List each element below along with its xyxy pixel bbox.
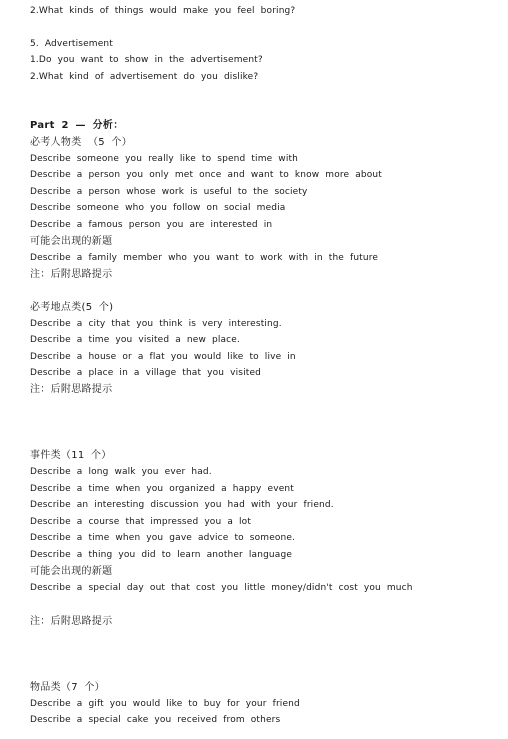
question-line: 1.Do you want to show in the advertisement?	[30, 55, 263, 65]
topic-item: Describe a famous person you are interested in	[30, 220, 273, 230]
category-title: 必考人物类 （5 个）	[30, 137, 133, 148]
topic-item: Describe a family member who you want to work with in the future	[30, 253, 379, 263]
topic-item: Describe an interesting discussion you had with your friend.	[30, 500, 334, 510]
note-line: 注：后附思路提示	[30, 384, 113, 395]
topic-item: Describe a thing you did to learn another language	[30, 550, 293, 560]
section-title: 5. Advertisement	[30, 39, 113, 49]
topic-item: Describe a course that impressed you a lot	[30, 517, 251, 527]
topic-item: Describe a person whose work is useful to the society	[30, 187, 308, 197]
topic-item: Describe a special cake you received from others	[30, 715, 281, 725]
topic-item: Describe a place in a village that you visited	[30, 368, 261, 378]
new-topics-title: 可能会出现的新题	[30, 566, 113, 577]
note-line: 注：后附思路提示	[30, 616, 113, 627]
topic-item: Describe a special day out that cost you little money/didn't cost you much	[30, 583, 413, 593]
topic-item: Describe a time when you gave advice to someone.	[30, 533, 296, 543]
part-heading: Part 2 — 分析：	[30, 120, 124, 131]
note-line: 注：后附思路提示	[30, 269, 113, 280]
new-topics-title: 可能会出现的新题	[30, 236, 113, 247]
question-line: 2.What kind of advertisement do you dislike?	[30, 72, 259, 82]
question-line: 2.What kinds of things would make you feel boring?	[30, 6, 296, 16]
topic-item: Describe a city that you think is very interesting.	[30, 319, 282, 329]
topic-item: Describe a long walk you ever had.	[30, 467, 212, 477]
topic-item: Describe a time you visited a new place.	[30, 335, 240, 345]
topic-item: Describe a gift you would like to buy for your friend	[30, 699, 300, 709]
topic-item: Describe a house or a flat you would like to live in	[30, 352, 296, 362]
topic-item: Describe someone who you follow on social media	[30, 203, 286, 213]
category-title: 必考地点类(5 个)	[30, 302, 114, 313]
topic-item: Describe a person you only met once and want to know more about	[30, 170, 382, 180]
topic-item: Describe someone you really like to spend time with	[30, 154, 299, 164]
category-title: 事件类（11 个）	[30, 450, 112, 461]
category-title: 物品类（7 个）	[30, 682, 105, 693]
topic-item: Describe a time when you organized a happy event	[30, 484, 294, 494]
